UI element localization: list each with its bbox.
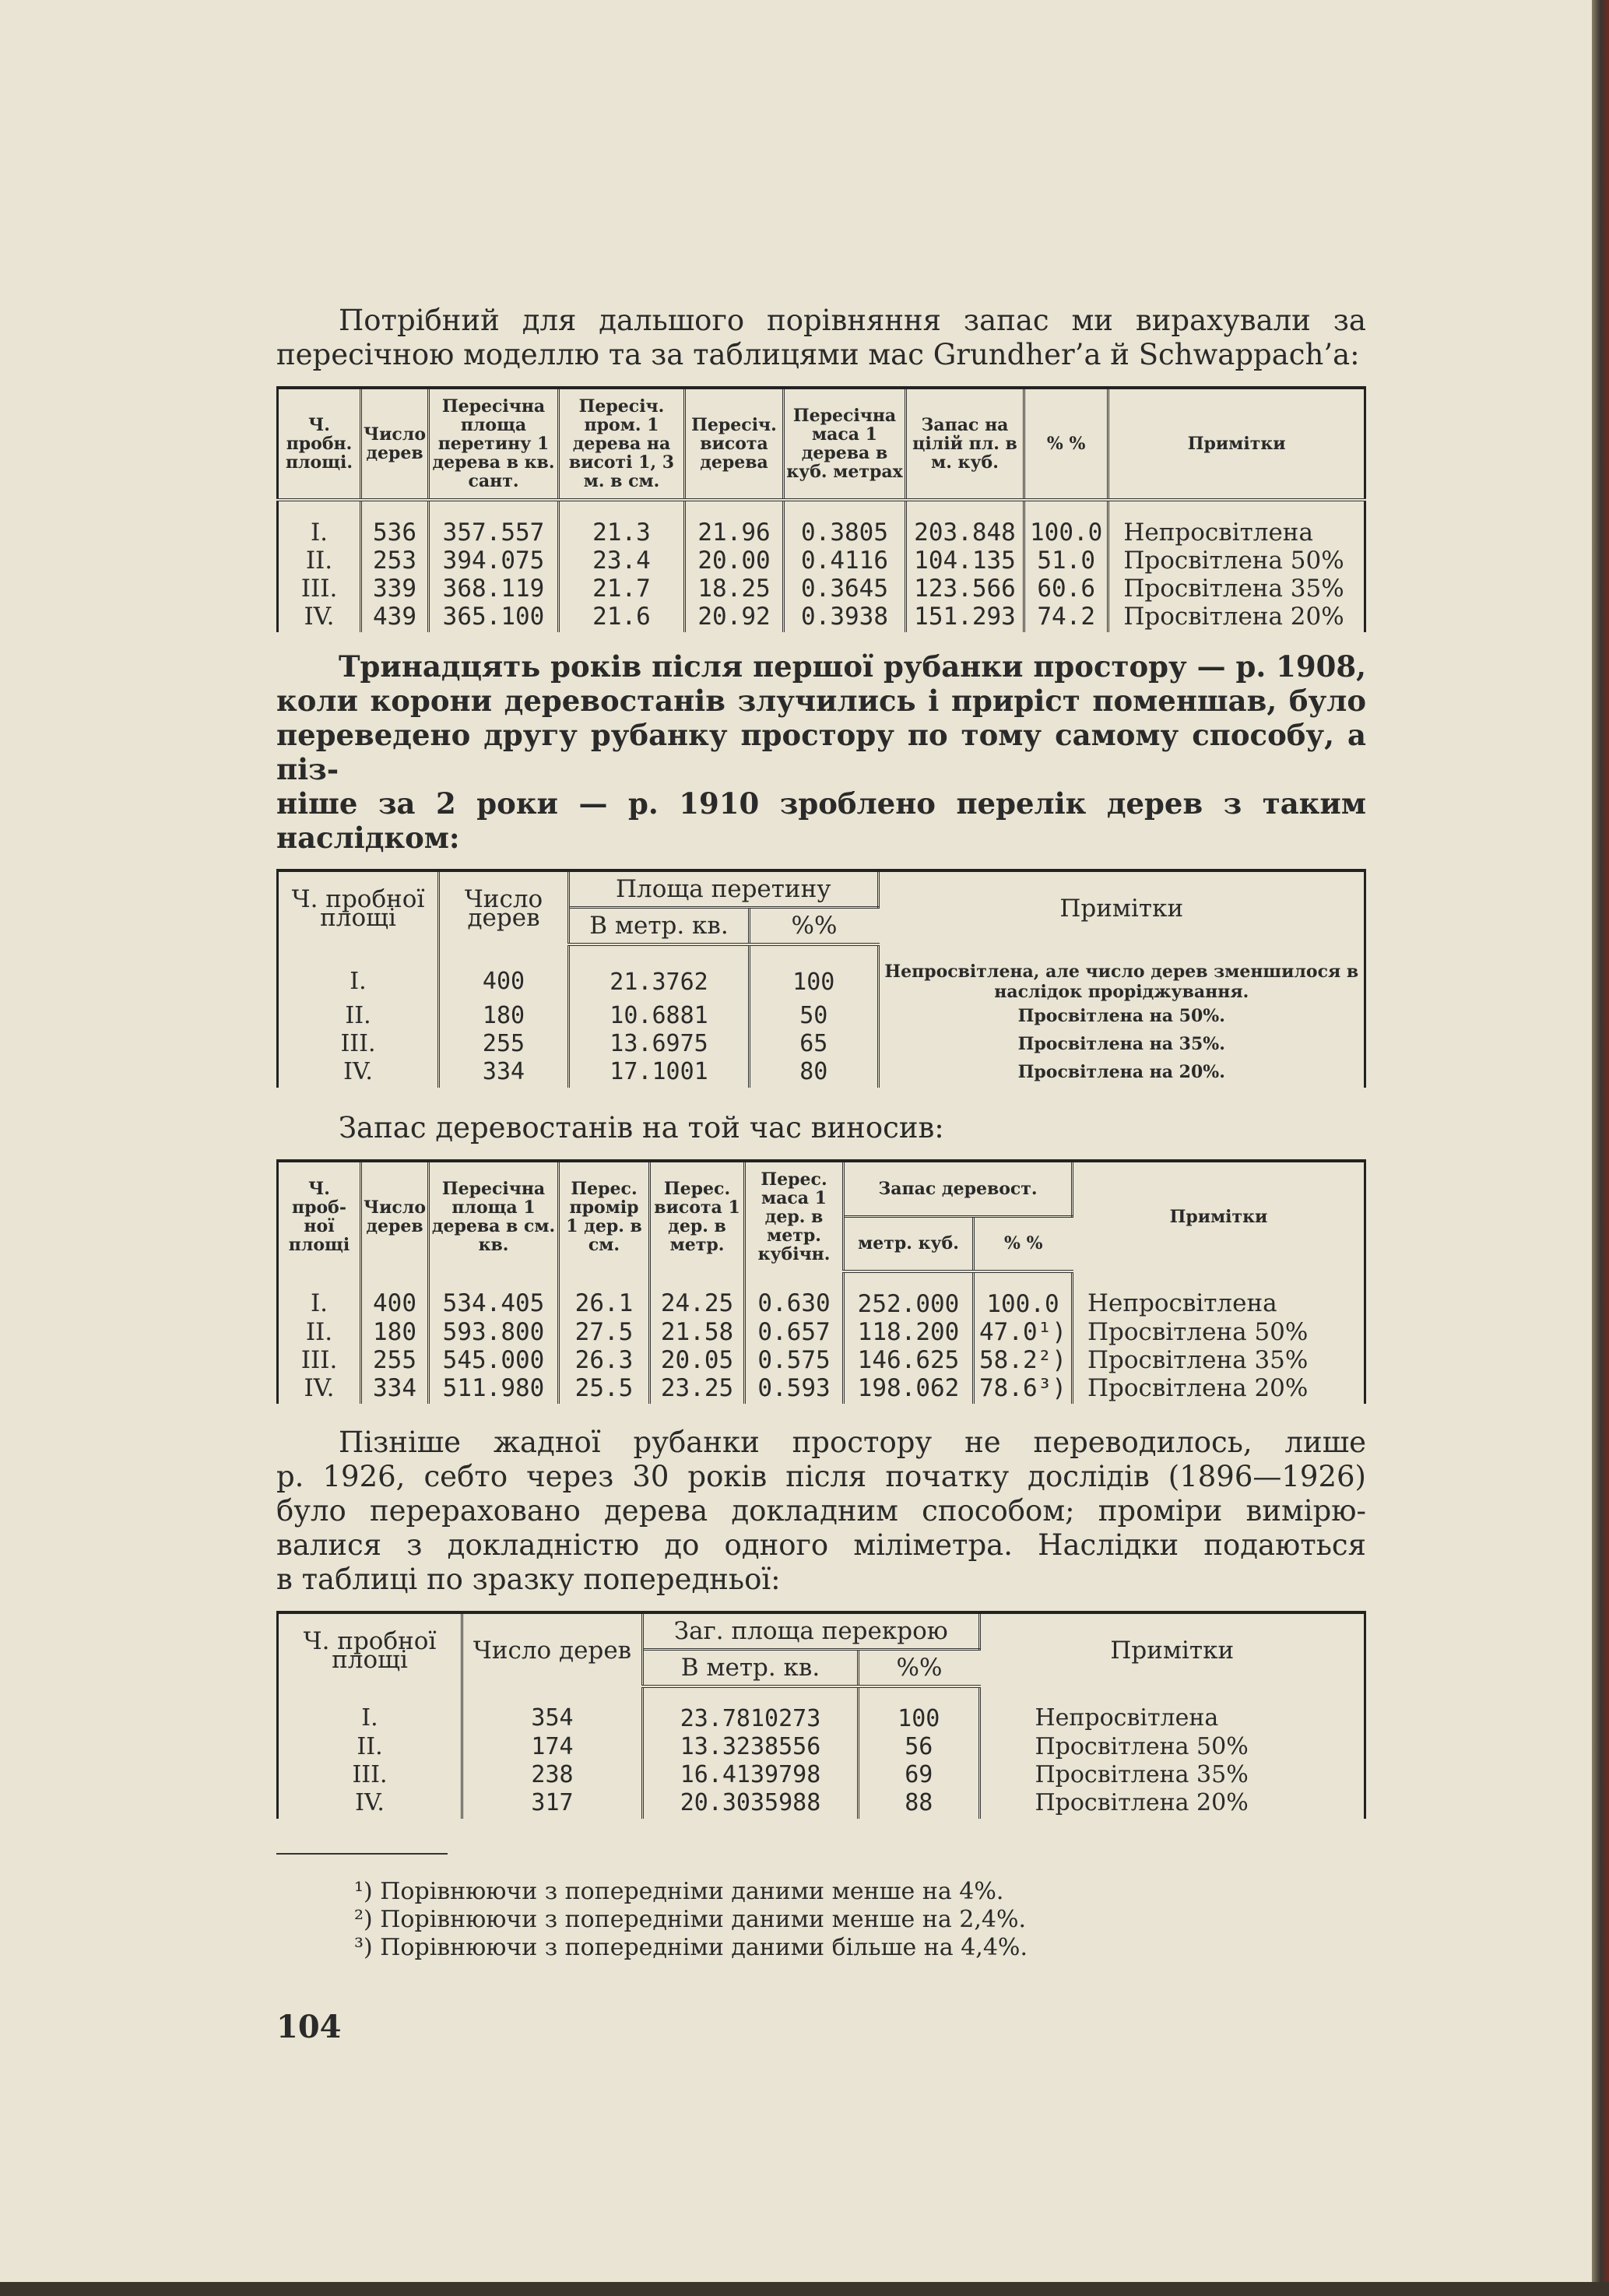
t4-cell: 20.3035988 [643, 1789, 859, 1819]
t1-cell: 536 [361, 500, 429, 547]
t1-cell: 203.848 [906, 500, 1024, 547]
t4-cell: 56 [859, 1733, 980, 1761]
t1-cell: 100.0 [1024, 500, 1108, 547]
t2-header-notes: Примітки [1059, 894, 1184, 923]
t3-cell: 252.000 [844, 1271, 974, 1318]
t3-header-count: Число дерев [361, 1161, 429, 1271]
t4-cell: 69 [859, 1761, 980, 1789]
t2-cell: Просвітлена на 20%. [1017, 1062, 1225, 1082]
t4-cell: 13.3238556 [643, 1733, 859, 1761]
t3-cell: 27.5 [559, 1318, 650, 1346]
t2-cell: 13.6975 [569, 1030, 750, 1058]
t3-cell: 146.625 [844, 1346, 974, 1374]
t1-cell: Просвітлена 35% [1123, 575, 1344, 603]
t3-header-diam: Перес. промір 1 дер. в см. [559, 1161, 650, 1271]
t3-cell: 0.575 [745, 1346, 844, 1374]
paragraph-line: ніше за 2 роки — р. 1910 зроблено перелік дерев з таким наслідком: [276, 786, 1366, 855]
t1-cell: 439 [361, 603, 429, 632]
table-row [278, 1346, 1365, 1374]
t4-cell: 88 [859, 1789, 980, 1819]
t4-header-notes: Примітки [1110, 1636, 1235, 1665]
t1-cell: Просвітлена 50% [1123, 547, 1344, 575]
t4-cell: III. [278, 1761, 462, 1789]
table-3 [276, 1159, 1366, 1404]
t3-cell: 21.58 [650, 1318, 745, 1346]
t1-header-area: Пересічна площа перетину 1 дерева в кв. сант. [429, 388, 559, 500]
footnote: ¹) Порівнюючи з попередніми даними менше на 4%. [354, 1878, 1004, 1905]
t3-cell: II. [278, 1318, 361, 1346]
t4-header-plot: Ч. пробної площі [278, 1612, 462, 1686]
t3-cell: I. [278, 1271, 361, 1318]
t3-cell: 100.0 [974, 1271, 1073, 1318]
t3-header-stock: Запас деревост. [844, 1161, 1073, 1216]
t2-cell: Просвітлена на 35%. [1017, 1034, 1225, 1054]
footnote: ²) Порівнюючи з попередніми даними менше на 2,4%. [354, 1906, 1027, 1933]
t1-cell: 21.6 [559, 603, 685, 632]
t2-cell: 80 [750, 1058, 879, 1088]
t2-header-area-pct: %% [750, 908, 879, 945]
table-1 [276, 386, 1366, 632]
t1-cell: 20.00 [685, 547, 784, 575]
t4-cell: Просвітлена 20% [1035, 1789, 1249, 1816]
paragraph-line: Тринадцять років після першої рубанки простору — р. 1908, [339, 649, 1366, 684]
t1-header-height: Пересіч. висота дерева [685, 388, 784, 500]
t1-header-mass: Пересічна маса 1 дерева в куб. метрах [784, 388, 906, 500]
t1-cell: 104.135 [906, 547, 1024, 575]
t3-cell: 334 [361, 1374, 429, 1404]
table-row [278, 500, 1365, 547]
footnote-separator [276, 1853, 448, 1855]
t1-header-stock: Запас на цілій пл. в м. куб. [906, 388, 1024, 500]
intro-line: пересічною моделлю та за таблицями мас Grundher’а й Schwappach’а: [276, 338, 1360, 371]
t1-cell: 123.566 [906, 575, 1024, 603]
t4-cell: II. [278, 1733, 462, 1761]
t2-cell: Просвітлена на 50%. [1017, 1006, 1225, 1026]
table-row [278, 1058, 1365, 1088]
t4-cell: 317 [462, 1789, 643, 1819]
t3-cell: 0.593 [745, 1374, 844, 1404]
t3-cell: 26.3 [559, 1346, 650, 1374]
t1-cell: I. [278, 500, 361, 547]
paragraph-line: Запас деревостанів на той час виносив: [339, 1111, 944, 1144]
t3-header-area: Пересічна площа 1 дерева в см. кв. [429, 1161, 559, 1271]
t3-cell: 534.405 [429, 1271, 559, 1318]
t2-cell: 21.3762 [569, 944, 750, 1002]
bottom-strip [0, 2282, 1609, 2296]
t1-cell: 21.3 [559, 500, 685, 547]
t1-cell: Непросвітлена [1123, 519, 1313, 547]
t2-cell: 334 [439, 1058, 569, 1088]
t3-cell: 180 [361, 1318, 429, 1346]
t1-cell: 357.557 [429, 500, 559, 547]
table-row [278, 944, 1365, 1002]
t3-cell: 400 [361, 1271, 429, 1318]
t4-cell: 16.4139798 [643, 1761, 859, 1789]
t3-header-stock-pct: % % [974, 1216, 1073, 1271]
t2-cell: IV. [278, 1058, 439, 1088]
t1-cell: 394.075 [429, 547, 559, 575]
t3-cell: III. [278, 1346, 361, 1374]
t1-cell: 0.3805 [784, 500, 906, 547]
table-row [278, 603, 1365, 632]
paragraph-2 [276, 649, 1366, 855]
table-row [278, 1271, 1365, 1318]
table-row [278, 1030, 1365, 1058]
t3-cell: Просвітлена 35% [1087, 1346, 1309, 1374]
footnotes [276, 1878, 1366, 1962]
intro-line: Потрібний для дальшого порівняння запас ми вирахували за [339, 304, 1366, 337]
t1-cell: IV. [278, 603, 361, 632]
table-row [278, 1733, 1365, 1761]
t1-cell: 51.0 [1024, 547, 1108, 575]
t4-header-area: Заг. площа перекрою [643, 1612, 980, 1650]
t3-cell: 593.800 [429, 1318, 559, 1346]
t2-header-area: Площа перетину [569, 870, 879, 908]
t2-cell: III. [278, 1030, 439, 1058]
t1-header-count: Число дерев [361, 388, 429, 500]
t1-cell: 368.119 [429, 575, 559, 603]
paragraph-line: Пізніше жадної рубанки простору не переводилось, лише [339, 1426, 1366, 1459]
t4-cell: Непросвітлена [1035, 1704, 1219, 1732]
t4-cell: 174 [462, 1733, 643, 1761]
paragraph-line: переведено другу рубанку простору по тому самому способу, а піз- [276, 718, 1366, 786]
t3-cell: 23.25 [650, 1374, 745, 1404]
t4-header-area-pct: %% [859, 1650, 980, 1687]
t3-cell: 198.062 [844, 1374, 974, 1404]
table-row [278, 1318, 1365, 1346]
t2-header-area-m: В метр. кв. [569, 908, 750, 945]
t3-cell: 511.980 [429, 1374, 559, 1404]
t3-cell: Просвітлена 20% [1087, 1374, 1309, 1402]
t4-cell: Просвітлена 50% [1035, 1733, 1249, 1760]
t2-cell: 50 [750, 1002, 879, 1030]
t1-cell: II. [278, 547, 361, 575]
t3-header-plot: Ч. проб-ної площі [278, 1161, 361, 1271]
t1-cell: 20.92 [685, 603, 784, 632]
paragraph-line: коли корони деревостанів злучились і приріст поменшав, було [276, 684, 1366, 718]
t2-header-plot: Ч. пробної площі [278, 870, 439, 944]
t4-cell: 238 [462, 1761, 643, 1789]
t4-cell: 354 [462, 1686, 643, 1733]
t4-header-count: Число дерев [462, 1612, 643, 1686]
t2-cell: Непросвітлена, але число дерев зменшилося в наслідок проріджування. [884, 962, 1359, 1002]
t1-header-diam: Пересіч. пром. 1 дерева на висоті 1, 3 м. в см. [559, 388, 685, 500]
t3-header-mass: Перес. маса 1 дер. в метр. кубічн. [745, 1161, 844, 1271]
t2-cell: I. [278, 944, 439, 1002]
t1-cell: 74.2 [1024, 603, 1108, 632]
page-number: 104 [276, 2009, 342, 2045]
t1-cell: 21.7 [559, 575, 685, 603]
paragraph-3 [276, 1111, 1366, 1145]
t1-header-plot: Ч. пробн. площі. [278, 388, 361, 500]
t4-cell: 23.7810273 [643, 1686, 859, 1733]
footnote: ³) Порівнюючи з попередніми даними більше на 4,4%. [354, 1934, 1028, 1961]
t1-cell: 0.3645 [784, 575, 906, 603]
t1-cell: 253 [361, 547, 429, 575]
t3-cell: 47.0¹) [974, 1318, 1073, 1346]
t3-cell: 58.2²) [974, 1346, 1073, 1374]
t3-cell: 25.5 [559, 1374, 650, 1404]
t4-header-area-m: В метр. кв. [643, 1650, 859, 1687]
t1-cell: 23.4 [559, 547, 685, 575]
t2-cell: 100 [750, 944, 879, 1002]
paragraph-line: валися з докладністю до одного міліметра. Наслідки подаються [276, 1528, 1366, 1562]
t2-cell: 400 [439, 944, 569, 1002]
paragraph-line: р. 1926, себто через 30 років після початку дослідів (1896—1926) [276, 1460, 1366, 1493]
intro-paragraph [276, 304, 1366, 372]
t3-header-height: Перес. висота 1 дер. в метр. [650, 1161, 745, 1271]
paragraph-line: в таблиці по зразку попередньої: [276, 1563, 781, 1596]
t3-cell: 118.200 [844, 1318, 974, 1346]
page-edge [1592, 0, 1609, 2296]
t1-cell: 60.6 [1024, 575, 1108, 603]
t2-header-count: Число дерев [439, 870, 569, 944]
t1-cell: III. [278, 575, 361, 603]
t1-cell: 0.3938 [784, 603, 906, 632]
paragraph-line: було перераховано дерева докладним способом; проміри вимірю- [276, 1494, 1366, 1528]
table-row [278, 1761, 1365, 1789]
t4-cell: IV. [278, 1789, 462, 1819]
t3-cell: 0.657 [745, 1318, 844, 1346]
t2-cell: II. [278, 1002, 439, 1030]
table-row [278, 1002, 1365, 1030]
t4-cell: 100 [859, 1686, 980, 1733]
t1-cell: 18.25 [685, 575, 784, 603]
table-2 [276, 869, 1366, 1088]
t1-header-notes: Примітки [1108, 388, 1365, 500]
table-row [278, 1686, 1365, 1733]
t3-header-stock-m: метр. куб. [844, 1216, 974, 1271]
t1-cell: 365.100 [429, 603, 559, 632]
t3-cell: 0.630 [745, 1271, 844, 1318]
t2-cell: 10.6881 [569, 1002, 750, 1030]
t3-cell: 545.000 [429, 1346, 559, 1374]
t3-cell: 78.6³) [974, 1374, 1073, 1404]
t2-cell: 65 [750, 1030, 879, 1058]
t2-cell: 180 [439, 1002, 569, 1030]
t2-cell: 17.1001 [569, 1058, 750, 1088]
t1-cell: 0.4116 [784, 547, 906, 575]
t1-cell: 339 [361, 575, 429, 603]
paragraph-4 [276, 1426, 1366, 1597]
table-row [278, 547, 1365, 575]
table-row [278, 575, 1365, 603]
t3-cell: 26.1 [559, 1271, 650, 1318]
t3-cell: 255 [361, 1346, 429, 1374]
t1-cell: 21.96 [685, 500, 784, 547]
t4-cell: I. [278, 1686, 462, 1733]
page-content [276, 304, 1366, 2045]
t3-cell: 24.25 [650, 1271, 745, 1318]
t3-cell: IV. [278, 1374, 361, 1404]
table-row [278, 1789, 1365, 1819]
t1-cell: 151.293 [906, 603, 1024, 632]
table-4 [276, 1611, 1366, 1819]
t2-cell: 255 [439, 1030, 569, 1058]
t1-header-pct: % % [1024, 388, 1108, 500]
table-row [278, 1374, 1365, 1404]
t3-cell: Просвітлена 50% [1087, 1318, 1309, 1346]
t4-cell: Просвітлена 35% [1035, 1761, 1249, 1788]
t3-header-notes: Примітки [1169, 1207, 1268, 1227]
t3-cell: Непросвітлена [1087, 1289, 1277, 1317]
t1-cell: Просвітлена 20% [1123, 603, 1344, 631]
t3-cell: 20.05 [650, 1346, 745, 1374]
